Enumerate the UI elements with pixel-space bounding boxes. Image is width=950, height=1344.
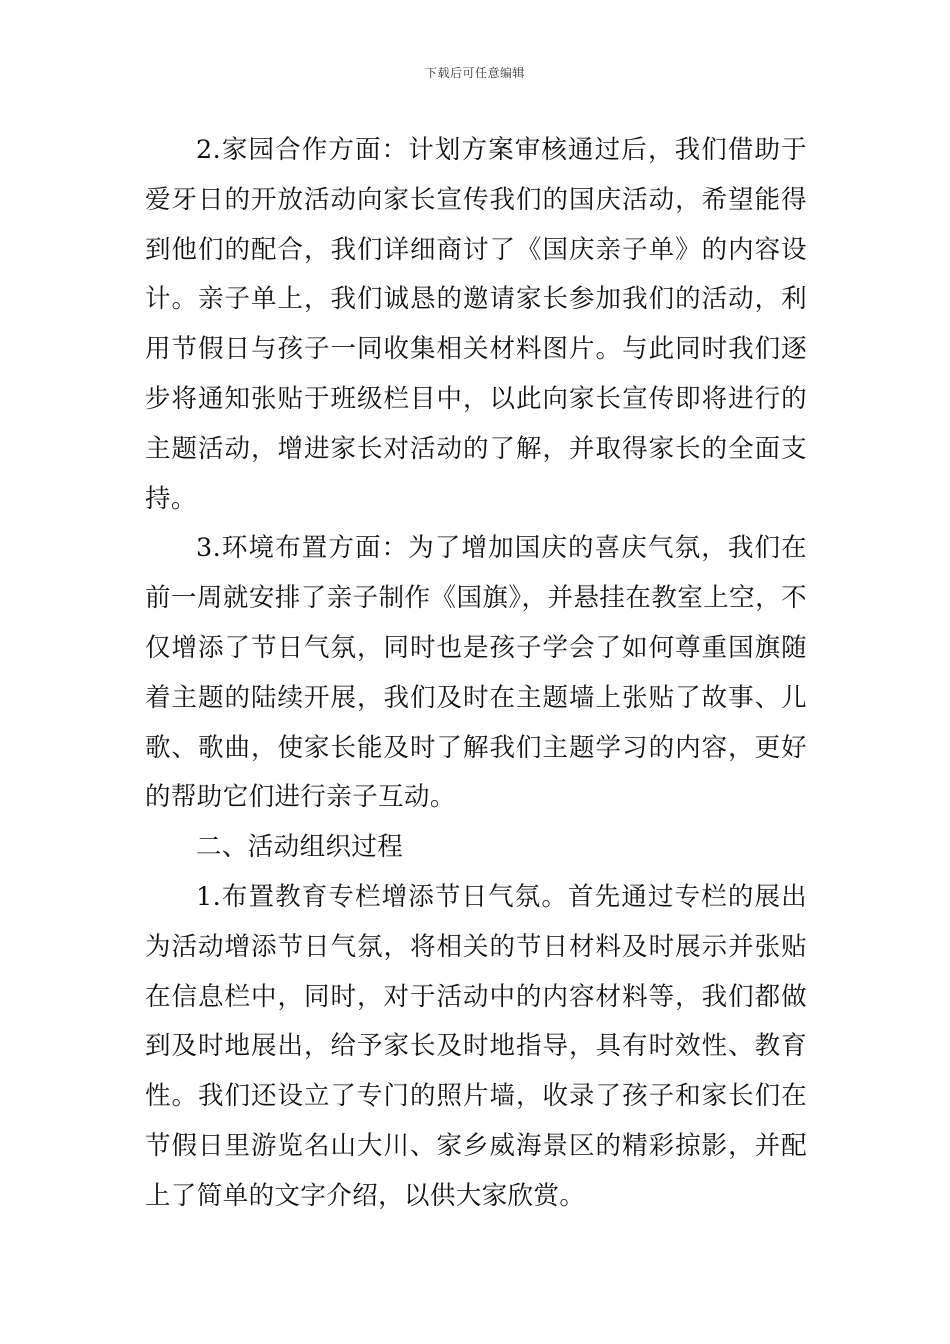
paragraph-home-school-cooperation: 2.家园合作方面：计划方案审核通过后，我们借助于爱牙日的开放活动向家长宣传我们的国庆活动，希望能得到他们的配合，我们详细商讨了《国庆亲子单》的内容设计。亲子单上，我们诚恳的邀请家长参加我们的活动，利用节假日与孩子一同收集相关材料图片。与此同时我们逐步将通知张贴于班级栏目中，以此向家长宣传即将进行的主题活动，增进家长对活动的了解，并取得家长的全面支持。 [145, 135, 807, 514]
section-heading-activity-process: 二、活动组织过程 [196, 832, 404, 863]
page-header-note: 下载后可任意编辑 [424, 66, 525, 80]
paragraph-environment-setup: 3.环境布置方面：为了增加国庆的喜庆气氛，我们在前一周就安排了亲子制作《国旗》，并悬挂在教室上空，不仅增添了节日气氛，同时也是孩子学会了如何尊重国旗随着主题的陆续开展，我们及时在主题墙上张贴了故事、儿歌、歌曲，使家长能及时了解我们主题学习的内容，更好的帮助它们进行亲子互动。 [145, 533, 807, 813]
document-body [145, 126, 807, 1222]
paragraph-education-column: 1.布置教育专栏增添节日气氛。首先通过专栏的展出为活动增添节日气氛，将相关的节日材料及时展示并张贴在信息栏中，同时，对于活动中的内容材料等，我们都做到及时地展出，给予家长及时地指导，具有时效性、教育性。我们还设立了专门的照片墙，收录了孩子和家长们在节假日里游览名山大川、家乡威海景区的精彩掠影，并配上了简单的文字介绍，以供大家欣赏。 [145, 881, 807, 1211]
